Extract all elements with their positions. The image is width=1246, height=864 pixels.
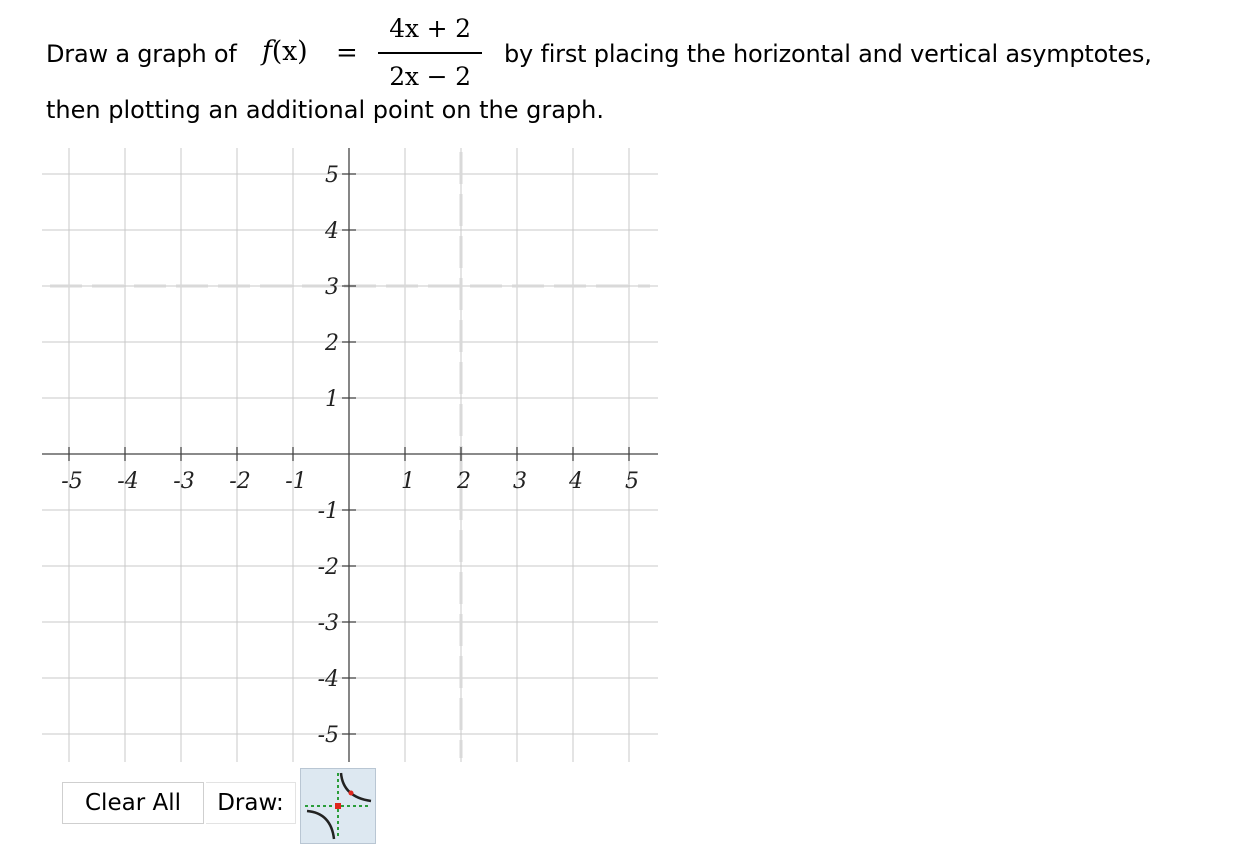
function-argument: (x) [271, 36, 308, 67]
tick-labels [61, 163, 639, 748]
y-tick-label: -4 [317, 667, 339, 692]
x-tick-label: -5 [61, 469, 83, 494]
function-name [262, 36, 308, 67]
icon-point-on-curve [349, 791, 354, 796]
y-tick-label: -1 [317, 499, 339, 524]
y-tick-label: -2 [317, 555, 339, 580]
x-tick-label: 5 [625, 469, 639, 494]
axes [42, 148, 658, 762]
y-tick-label: 3 [325, 275, 339, 300]
x-tick-label: 1 [401, 469, 415, 494]
graph-canvas[interactable] [42, 148, 658, 762]
equals-sign: = [336, 38, 358, 68]
icon-point [335, 803, 341, 809]
x-tick-label: -2 [229, 469, 251, 494]
y-tick-label: 1 [325, 387, 339, 412]
fraction-numerator: 4x + 2 [389, 14, 471, 43]
grid-lines [42, 148, 658, 762]
x-tick-label: 2 [457, 469, 471, 494]
x-tick-label: 3 [513, 469, 527, 494]
x-tick-label: 4 [569, 469, 583, 494]
asymptote-lines [50, 152, 650, 758]
question-suffix: by first placing the horizontal and vertical asymptotes, [504, 40, 1152, 68]
draw-label: Draw: [206, 782, 296, 824]
y-tick-label: -5 [317, 723, 339, 748]
question-line-2: then plotting an additional point on the graph. [46, 96, 604, 124]
x-tick-label: -4 [117, 469, 139, 494]
y-tick-label: 4 [325, 219, 339, 244]
question-prefix: Draw a graph of [46, 40, 237, 68]
y-tick-label: 2 [325, 331, 339, 356]
y-tick-label: -3 [317, 611, 339, 636]
x-tick-label: -1 [285, 469, 307, 494]
clear-all-button[interactable]: Clear All [62, 782, 204, 824]
fraction-bar [378, 52, 482, 54]
y-tick-label: 5 [325, 163, 339, 188]
icon-upper-branch [341, 773, 371, 801]
icon-lower-branch [307, 811, 334, 839]
fraction-denominator: 2x − 2 [389, 62, 471, 91]
function-letter: f [262, 36, 272, 67]
x-tick-label: -3 [173, 469, 195, 494]
question-line-1 [46, 14, 1236, 94]
rational-function-tool-button[interactable] [300, 768, 376, 844]
rational-function-icon [301, 769, 375, 843]
